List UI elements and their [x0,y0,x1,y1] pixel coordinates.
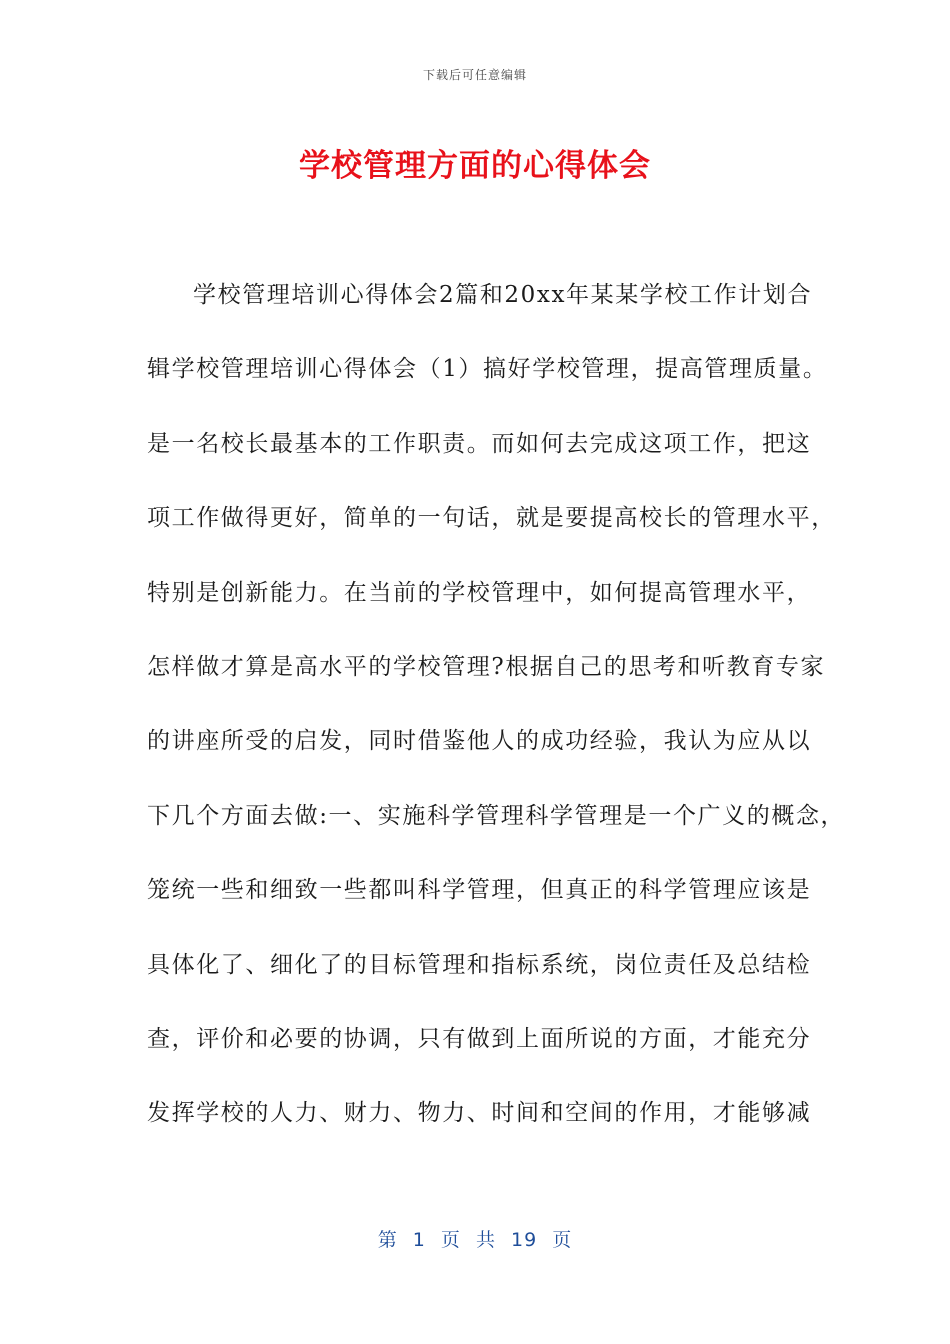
body-line: 下几个方面去做:一、实施科学管理科学管理是一个广义的概念， [147,802,846,829]
body-line: 是一名校长最基本的工作职责。而如何去完成这项工作，把这 [147,430,812,457]
body-line: 辑学校管理培训心得体会（1）搞好学校管理，提高管理质量。 [147,356,828,383]
body-line: 怎样做才算是高水平的学校管理?根据自己的思考和听教育专家 [147,653,826,680]
body-line: 发挥学校的人力、财力、物力、时间和空间的作用，才能够减 [147,1100,812,1127]
body-line: 学校管理培训心得体会2篇和20xx年某某学校工作计划合 [193,282,813,308]
page-number-footer: 第 1 页 共 19 页 [377,1229,573,1251]
body-line: 特别是创新能力。在当前的学校管理中，如何提高管理水平， [147,579,812,606]
body-line: 查，评价和必要的协调，只有做到上面所说的方面，才能充分 [147,1025,812,1052]
page-header-note: 下载后可任意编辑 [422,68,527,82]
body-line: 项工作做得更好，简单的一句话，就是要提高校长的管理水平， [147,505,836,532]
body-line: 具体化了、细化了的目标管理和指标系统，岗位责任及总结检 [147,951,812,978]
document-title: 学校管理方面的心得体会 [299,148,651,184]
body-text [147,270,846,1163]
body-line: 的讲座所受的启发，同时借鉴他人的成功经验，我认为应从以 [147,728,812,755]
body-line: 笼统一些和细致一些都叫科学管理，但真正的科学管理应该是 [147,877,812,904]
